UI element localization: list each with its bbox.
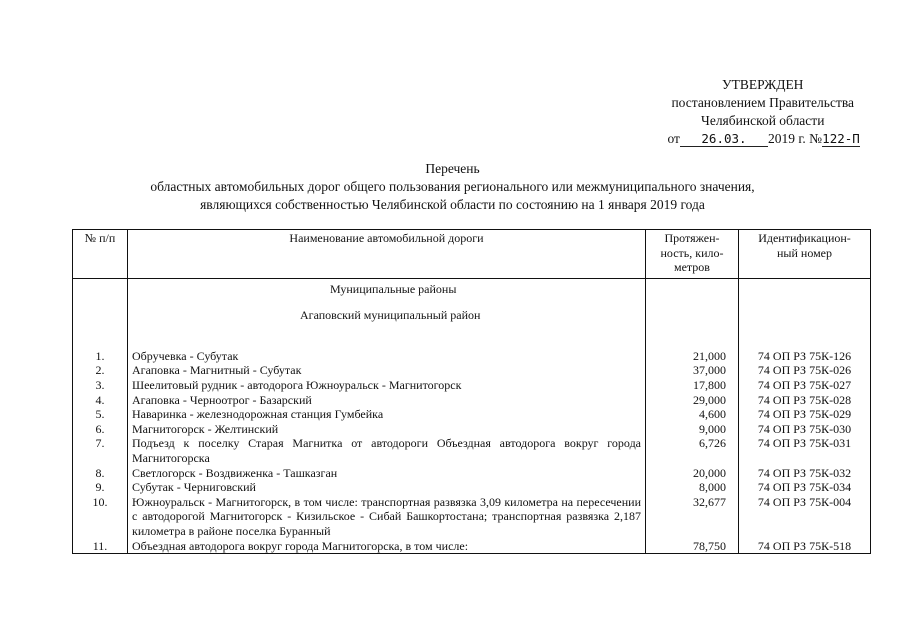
table-row — [73, 349, 871, 364]
road-length: 32,677 — [646, 495, 739, 539]
header-length — [646, 230, 739, 279]
road-length: 37,000 — [646, 363, 739, 378]
road-name: Объездная автодорога вокруг города Магнитогорска, в том числе: — [128, 539, 646, 554]
document-subtitle-1: областных автомобильных дорог общего пользования регионального или межмуниципального значения, — [150, 179, 755, 194]
row-number: 3. — [73, 378, 128, 393]
road-id: 74 ОП РЗ 75К-030 — [739, 422, 871, 437]
road-id: 74 ОП РЗ 75К-034 — [739, 480, 871, 495]
road-length: 78,750 — [646, 539, 739, 554]
approval-stamp — [665, 76, 860, 148]
approval-title: УТВЕРЖДЕН — [722, 77, 804, 92]
road-id: 74 ОП РЗ 75К-029 — [739, 407, 871, 422]
road-length: 9,000 — [646, 422, 739, 437]
road-id: 74 ОП РЗ 75К-028 — [739, 393, 871, 408]
road-id: 74 ОП РЗ 75К-004 — [739, 495, 871, 539]
table-header-row — [73, 230, 871, 279]
road-name: Магнитогорск - Желтинский — [128, 422, 646, 437]
table-row — [73, 539, 871, 554]
date-value: 26.03. — [680, 132, 768, 147]
road-name: Обручевка - Субутак — [128, 349, 646, 364]
spacer-row — [73, 339, 871, 349]
row-number: 6. — [73, 422, 128, 437]
row-number: 7. — [73, 436, 128, 465]
header-id-l1: Идентификацион- — [758, 231, 851, 245]
table-row — [73, 363, 871, 378]
table-row — [73, 436, 871, 465]
road-id: 74 ОП РЗ 75К-026 — [739, 363, 871, 378]
approval-line1: постановлением Правительства — [671, 95, 855, 110]
document-title-block — [0, 160, 905, 214]
road-name: Агаповка - Магнитный - Субутак — [128, 363, 646, 378]
header-id — [739, 230, 871, 279]
header-id-l2: ный номер — [776, 245, 833, 260]
document-subtitle-2: являющихся собственностью Челябинской области по состоянию на 1 января 2019 года — [200, 197, 705, 212]
header-length-l3: метров — [674, 260, 710, 275]
table-row — [73, 480, 871, 495]
section-row — [73, 278, 871, 339]
row-number: 5. — [73, 407, 128, 422]
district-label: Агаповский муниципальный район — [300, 308, 481, 323]
table-row — [73, 495, 871, 539]
date-prefix: от — [667, 131, 680, 146]
row-number: 8. — [73, 466, 128, 481]
roads-table — [72, 229, 871, 554]
approval-date-line — [667, 130, 860, 148]
row-number: 9. — [73, 480, 128, 495]
road-length: 8,000 — [646, 480, 739, 495]
road-name: Южноуральск - Магнитогорск, в том числе: транспортная развязка 3,09 километра на пересечении с автодорогой Магнитогорск - Кизильское - Сибай Башкортостана; транспортная развязка 2,187 километра в районе поселка Буранный — [128, 495, 646, 539]
table-row — [73, 378, 871, 393]
road-length: 21,000 — [646, 349, 739, 364]
road-id: 74 ОП РЗ 75К-032 — [739, 466, 871, 481]
header-no: № п/п — [73, 230, 128, 279]
road-name: Светлогорск - Воздвиженка - Ташказган — [128, 466, 646, 481]
document-title: Перечень — [425, 161, 480, 176]
road-length: 29,000 — [646, 393, 739, 408]
row-number: 11. — [73, 539, 128, 554]
table-row — [73, 466, 871, 481]
row-number: 4. — [73, 393, 128, 408]
year-text: 2019 г. № — [767, 131, 822, 146]
road-id: 74 ОП РЗ 75К-126 — [739, 349, 871, 364]
header-length-l2: ность, кило- — [660, 245, 724, 260]
header-length-l1: Протяжен- — [664, 231, 720, 245]
road-length: 4,600 — [646, 407, 739, 422]
road-length: 20,000 — [646, 466, 739, 481]
row-number: 10. — [73, 495, 128, 539]
road-id: 74 ОП РЗ 75К-518 — [739, 539, 871, 554]
road-name: Агаповка - Черноотрог - Базарский — [128, 393, 646, 408]
road-name: Подъезд к поселку Старая Магнитка от автодороги Объездная автодорога вокруг города Магнитогорска — [128, 436, 646, 465]
row-number: 1. — [73, 349, 128, 364]
road-id: 74 ОП РЗ 75К-027 — [739, 378, 871, 393]
road-id: 74 ОП РЗ 75К-031 — [739, 436, 871, 465]
road-name: Шеелитовый рудник - автодорога Южноуральск - Магнитогорск — [128, 378, 646, 393]
header-name: Наименование автомобильной дороги — [128, 230, 646, 279]
table-row — [73, 393, 871, 408]
table-row — [73, 422, 871, 437]
section-label: Муниципальные районы — [330, 281, 457, 296]
road-length: 6,726 — [646, 436, 739, 465]
decree-number: 122-П — [822, 131, 860, 146]
road-length: 17,800 — [646, 378, 739, 393]
table-row — [73, 407, 871, 422]
road-name: Наваринка - железнодорожная станция Гумбейка — [128, 407, 646, 422]
road-name: Субутак - Черниговский — [128, 480, 646, 495]
approval-line2: Челябинской области — [701, 113, 825, 128]
row-number: 2. — [73, 363, 128, 378]
